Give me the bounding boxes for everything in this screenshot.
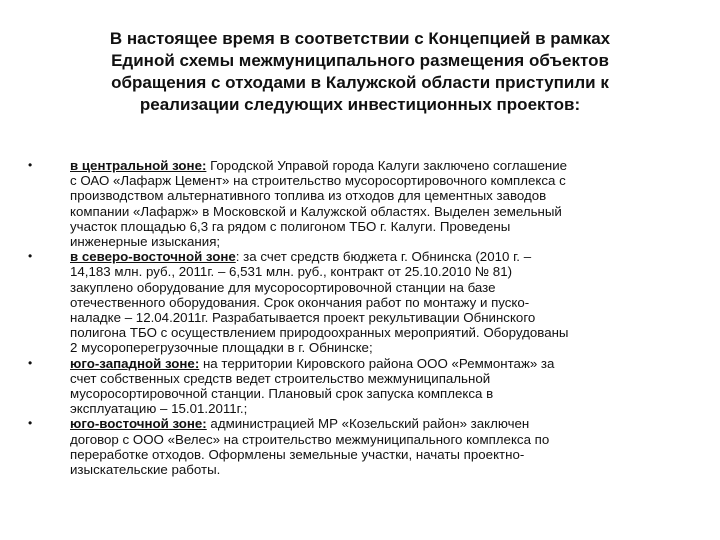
bullet-line: закуплено оборудование для мусоросортировочной станции на базе (70, 279, 496, 295)
zone-label: в центральной зоне: (70, 158, 207, 173)
bullet-text: : за счет средств бюджета г. Обнинска (2010 г. – (235, 249, 532, 265)
bullet-icon: • (28, 355, 33, 370)
bullet-line: 14,183 млн. руб., 2011г. – 6,531 млн. руб., контракт от 25.10.2010 № 81) (70, 264, 513, 280)
bullet-line: переработке отходов. Оформлены земельные участки, начаты проектно- (70, 446, 525, 462)
zone-label: юго-западной зоне: (70, 355, 200, 371)
bullet-northeast-zone (28, 249, 684, 355)
bullet-line: 2 мусороперегрузочные площадки в г. Обнинске; (70, 340, 373, 356)
bullet-line: с ОАО «Лафарж Цемент» на строительство мусоросортировочного комплекса с (70, 173, 566, 189)
bullet-text: администрацией МР «Козельский район» заключен (206, 416, 530, 432)
bullet-line: эксплуатацию – 15.01.2011г.; (70, 401, 248, 417)
bullet-line: участок площадью 6,3 га рядом с полигоном ТБО г. Калуги. Проведены (70, 218, 511, 234)
zone-label: в северо-восточной зоне (70, 249, 236, 265)
bullet-line: изыскательские работы. (70, 462, 221, 478)
title-line: реализации следующих инвестиционных проектов: (139, 95, 581, 114)
bullet-central-zone (28, 158, 684, 249)
bullet-line (70, 249, 684, 264)
slide-title (40, 28, 680, 116)
bullet-line (70, 416, 684, 431)
bullet-icon: • (28, 416, 33, 431)
bullet-line: счет собственных средств ведет строительство межмуниципальной (70, 370, 491, 386)
title-line: обращения с отходами в Калужской области приступили к (111, 73, 609, 92)
bullet-line: мусоросортировочной станции. Плановый срок запуска комплекса в (70, 386, 494, 402)
bullet-southwest-zone (28, 356, 684, 417)
bullet-line: производством альтернативного топлива из отходов для цементных заводов (70, 188, 547, 204)
bullet-line: инженерные изыскания; (70, 234, 221, 250)
bullet-line (70, 158, 684, 173)
bullet-line: наладке – 12.04.2011г. Разрабатывается проект рекультивации Обнинского (70, 310, 536, 326)
bullet-text: Городской Управой города Калуги заключено соглашение (206, 158, 568, 173)
bullet-text: на территории Кировского района ООО «Реммонтаж» за (199, 355, 555, 371)
zone-label: юго-восточной зоне: (70, 416, 207, 432)
bullet-southeast-zone (28, 416, 684, 477)
bullet-list (28, 158, 684, 477)
bullet-line: договор с ООО «Велес» на строительство межмуниципального комплекса по (70, 431, 550, 447)
title-line: В настоящее время в соответствии с Концепцией в рамках (109, 29, 611, 48)
bullet-icon: • (28, 158, 33, 172)
title-line: Единой схемы межмуниципального размещения объектов (111, 51, 609, 70)
bullet-icon: • (28, 249, 33, 264)
bullet-line: компании «Лафарж» в Московской и Калужской областях. Выделен земельный (70, 203, 562, 219)
bullet-line (70, 356, 684, 371)
bullet-line: отечественного оборудования. Срок окончания работ по монтажу и пуско- (70, 294, 530, 310)
bullet-line: полигона ТБО с осуществлением природоохранных мероприятий. Оборудованы (70, 325, 569, 341)
